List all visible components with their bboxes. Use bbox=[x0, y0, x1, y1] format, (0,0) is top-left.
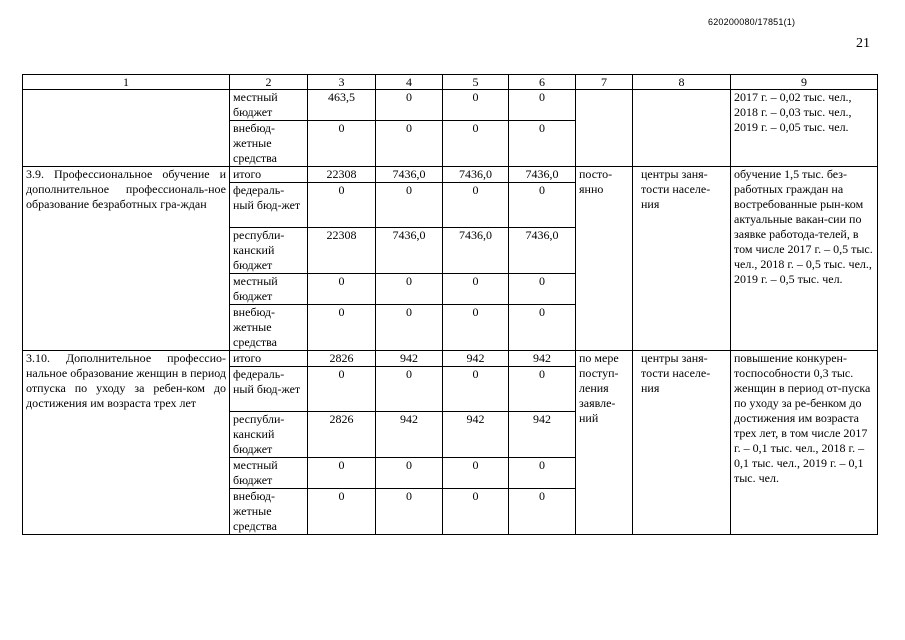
funding-source: итого bbox=[230, 167, 308, 183]
value-2018: 0 bbox=[443, 90, 509, 121]
column-number: 1 bbox=[23, 75, 230, 90]
value-2017: 0 bbox=[376, 183, 443, 228]
funding-source: федераль-ный бюд-жет bbox=[230, 183, 308, 228]
page-number: 21 bbox=[856, 36, 870, 51]
measure-title-cell bbox=[23, 90, 230, 167]
value-2019: 0 bbox=[509, 90, 576, 121]
funding-source: местный бюджет bbox=[230, 458, 308, 489]
value-total: 2826 bbox=[308, 351, 376, 367]
column-numbers-row bbox=[23, 75, 878, 90]
funding-source: итого bbox=[230, 351, 308, 367]
value-2019: 0 bbox=[509, 458, 576, 489]
measure-title: 3.9. Профессиональное обучение и дополнительное профессиональ-ное образование безработных гра-ждан bbox=[23, 167, 230, 351]
value-total: 0 bbox=[308, 367, 376, 412]
value-total: 0 bbox=[308, 274, 376, 305]
value-2018: 942 bbox=[443, 351, 509, 367]
value-2017: 0 bbox=[376, 489, 443, 535]
value-2019: 942 bbox=[509, 412, 576, 458]
value-total: 0 bbox=[308, 305, 376, 351]
funding-source: внебюд-жетные средства bbox=[230, 305, 308, 351]
value-total: 0 bbox=[308, 121, 376, 167]
value-2018: 7436,0 bbox=[443, 228, 509, 274]
value-2017: 942 bbox=[376, 412, 443, 458]
value-2018: 7436,0 bbox=[443, 167, 509, 183]
value-2019: 0 bbox=[509, 274, 576, 305]
value-2019: 7436,0 bbox=[509, 228, 576, 274]
column-number: 5 bbox=[443, 75, 509, 90]
column-number: 6 bbox=[509, 75, 576, 90]
funding-source: федераль-ный бюд-жет bbox=[230, 367, 308, 412]
value-2018: 0 bbox=[443, 458, 509, 489]
table-row bbox=[23, 351, 878, 367]
funding-source: местный бюджет bbox=[230, 90, 308, 121]
value-2018: 942 bbox=[443, 412, 509, 458]
column-number: 4 bbox=[376, 75, 443, 90]
column-number: 2 bbox=[230, 75, 308, 90]
value-total: 22308 bbox=[308, 167, 376, 183]
value-2017: 0 bbox=[376, 121, 443, 167]
value-2019: 7436,0 bbox=[509, 167, 576, 183]
funding-source: внебюд-жетные средства bbox=[230, 121, 308, 167]
value-2018: 0 bbox=[443, 367, 509, 412]
value-2018: 0 bbox=[443, 274, 509, 305]
column-number: 8 bbox=[633, 75, 731, 90]
document-id: 620200080/17851(1) bbox=[708, 17, 796, 27]
value-2019: 942 bbox=[509, 351, 576, 367]
term-cell bbox=[576, 90, 633, 167]
value-2019: 0 bbox=[509, 305, 576, 351]
measure-title: 3.10. Дополнительное профессио-нальное образование женщин в период отпуска по уходу за ребен-ком до достижения им возраста трех лет bbox=[23, 351, 230, 535]
executor: центры заня-тости населе-ния bbox=[633, 351, 731, 535]
value-2017: 0 bbox=[376, 305, 443, 351]
result: обучение 1,5 тыс. без-работных граждан на востребованные рын-ком актуальные вакан-сии по заявке работода-телей, в том числе 2017 г. – 0,5 тыс. чел., 2018 г. – 0,5 тыс. чел., 2019 г. – 0,5 тыс. чел. bbox=[731, 167, 878, 351]
value-2018: 0 bbox=[443, 489, 509, 535]
column-number: 7 bbox=[576, 75, 633, 90]
funding-source: республи-канский бюджет bbox=[230, 412, 308, 458]
column-number: 3 bbox=[308, 75, 376, 90]
value-total: 0 bbox=[308, 458, 376, 489]
value-2017: 942 bbox=[376, 351, 443, 367]
value-2017: 0 bbox=[376, 274, 443, 305]
term: посто-янно bbox=[576, 167, 633, 351]
value-2017: 0 bbox=[376, 90, 443, 121]
value-total: 0 bbox=[308, 183, 376, 228]
value-2019: 0 bbox=[509, 121, 576, 167]
funding-source: местный бюджет bbox=[230, 274, 308, 305]
result: повышение конкурен-тоспособности 0,3 тыс. женщин в период от-пуска по уходу за ре-бенком до достижения им возраста трех лет, в том числе 2017 г. – 0,1 тыс. чел., 2018 г. – 0,1 тыс. чел., 2019 г. – 0,1 тыс. чел. bbox=[731, 351, 878, 535]
value-2018: 0 bbox=[443, 305, 509, 351]
table-row bbox=[23, 167, 878, 183]
value-2018: 0 bbox=[443, 183, 509, 228]
funding-source: республи-канский бюджет bbox=[230, 228, 308, 274]
term: по мере поступ-ления заявле-ний bbox=[576, 351, 633, 535]
table-row bbox=[23, 90, 878, 121]
value-2018: 0 bbox=[443, 121, 509, 167]
value-total: 2826 bbox=[308, 412, 376, 458]
measures-table bbox=[22, 74, 878, 535]
value-2017: 0 bbox=[376, 367, 443, 412]
value-2019: 0 bbox=[509, 183, 576, 228]
value-2017: 0 bbox=[376, 458, 443, 489]
value-2019: 0 bbox=[509, 489, 576, 535]
executor-cell bbox=[633, 90, 731, 167]
funding-source: внебюд-жетные средства bbox=[230, 489, 308, 535]
value-2017: 7436,0 bbox=[376, 167, 443, 183]
result-cell: 2017 г. – 0,02 тыс. чел., 2018 г. – 0,03 тыс. чел., 2019 г. – 0,05 тыс. чел. bbox=[731, 90, 878, 167]
value-total: 463,5 bbox=[308, 90, 376, 121]
executor: центры заня-тости населе-ния bbox=[633, 167, 731, 351]
column-number: 9 bbox=[731, 75, 878, 90]
value-total: 0 bbox=[308, 489, 376, 535]
value-total: 22308 bbox=[308, 228, 376, 274]
value-2017: 7436,0 bbox=[376, 228, 443, 274]
value-2019: 0 bbox=[509, 367, 576, 412]
